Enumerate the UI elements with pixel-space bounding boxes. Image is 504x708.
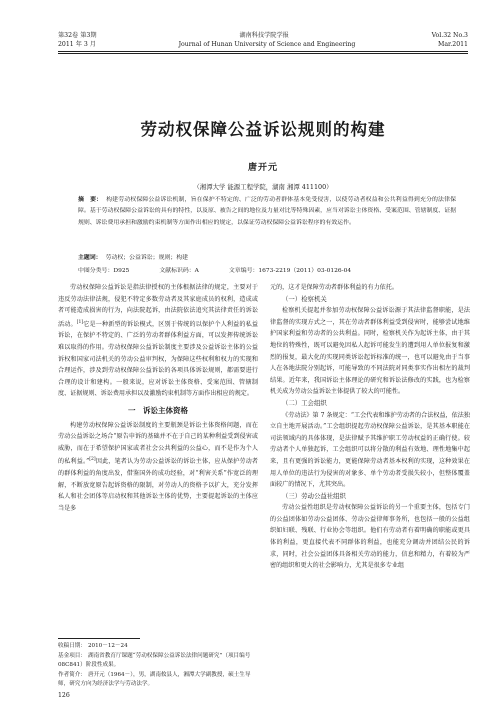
publication-date: 2011 年 3 月	[58, 41, 96, 48]
author-name: 唐开元	[247, 163, 278, 173]
classification-line	[78, 265, 456, 274]
right-column	[270, 282, 470, 572]
footnote-rule	[58, 638, 140, 639]
intro-text-continued: 它是一种新型的诉讼模式，区别于传统的以保护个人利益的私益诉讼，在保护不特定的、广泛的劳动者群体利益方面，可以发挥传统诉讼难以取得的作用。劳动权保障公益诉讼制度主要涉及公益诉讼主体的公益诉权和国家司法机关的劳动公益审判权，为保障这些权利和权力的实现和合理运作，涉及到劳动权保障公益诉讼的各项具体诉讼规则，都需要进行合理的设计和建构。一般来说，应对诉讼主体资格、受案范围、管辖制度、证据规则、诉讼费用承担以及激励约束机制等方面作出相应的规定。	[58, 320, 259, 398]
left-column	[58, 282, 258, 514]
page-number: 126	[58, 692, 70, 699]
section-1-text: 构建劳动权保障公益诉讼制度的主要瓶颈是诉讼主体资格问题，而在劳动公益诉讼之场合“原告申诉的基础并不在于自己的某种利益受到侵害或威胁，而在于希望保护国家或者社会公共利益的公益心，而不是作为个人的私利益。”	[58, 421, 258, 466]
volume-issue-en: Vol.32 No.3	[431, 32, 468, 39]
subheading-public-interest-org: （三）劳动公益社组织	[282, 491, 346, 500]
abstract-text: 构建劳动权保障公益诉讼机制，旨在保护不特定的、广泛的劳动者群体基本免受侵害，以使劳动者权益和公共利益得到充分的法律保障。基于劳动权保障公益诉讼的具有的特性，以及原、被告之间的地位及力量对比等特殊因素，应当对诉讼主体资格、受案范围、管辖制度、证据规则、诉讼费用承担和激励约束机制等方面作出相应的规定，以保证劳动权保障公益诉讼程序的有效运作。	[78, 197, 457, 226]
author-bio: 作者简介： 唐开元（1964－），男，湖南攸县人，湘潭大学副教授，硕士生导师，研究方向为经济法学与劳动法学。	[58, 671, 251, 688]
procuratorate-paragraph: 检察机关提起并参加劳动权保障公益诉讼源于其法律监督职能，是法律监督的实现方式之一，其在劳动者群体利益受到侵害时，能够尝试地维护国家利益和劳动者的公共利益。同时，检察机关作为起诉主体，由于其地位的特殊性，既可以避免因私人起诉可能发生的遭到用人单位报复和激烈的报复，最大化的实现同类诉讼起诉标准的统一，也可以避免由于当事人在各地法院分别起诉，可能导致的不同法院对同类事实作出相左的裁判结果。近年来，我国诉讼主体理论的研究和诉讼法修改的实践，也为检察机关成为劳动公益诉讼主体提供了较大的可能性。	[270, 307, 470, 396]
article-title: 劳动权保障公益诉讼规则的构建	[140, 120, 386, 139]
received-date: 收稿日期： 2010－12－24	[58, 643, 128, 649]
abstract	[78, 195, 456, 229]
section-heading-1: 一 诉讼主体资格	[128, 405, 188, 415]
abstract-label: 摘 要：	[78, 197, 103, 203]
document-code: 文献标识码：A	[159, 268, 199, 274]
section-1-paragraph	[58, 420, 258, 515]
journal-name-en: Journal of Hunan University of Science and Engineering	[178, 41, 356, 48]
subheading-trade-union: （二）工会组织	[282, 398, 327, 407]
intro-paragraph	[58, 282, 258, 400]
clc-number: 中图分类号：D925	[78, 268, 130, 274]
author-affiliation: （湘潭大学 能源工程学院，湖南 湘潭 411100）	[193, 183, 333, 191]
citation-1: [1]	[76, 319, 84, 325]
public-interest-org-paragraph: 劳动公益性组织是劳动权保障公益诉讼的另一个重要主体，包括专门的公益团体如劳动公益团体、劳动公益律师事务所，也包括一般的公益组织如妇联、残联、行业协会等组织。他们有劳动者有着明确的职能或更具体的利益，更直接代表不同群体的利益，也能充分调动并团结公民的诉求，同时，社会公益团体具备相关劳动的能力，信息和精力，有着较为严密的组织和更大的社会影响力，尤其是很多专业组	[270, 504, 470, 570]
header-rule	[58, 51, 468, 52]
intro-text: 劳动权保障公益诉讼是指法律授权的主体根据法律的规定，主要对于违反劳动法律法规，侵犯不特定多数劳动者及其家庭成员的权利，造成或者可能造成损害的行为，向法院起诉，由法院依法追究其法律责任的诉讼活动。	[58, 284, 258, 328]
citation-2: [2]	[89, 457, 96, 463]
keywords	[78, 252, 456, 261]
subheading-procuratorate: （一）检察机关	[282, 294, 327, 303]
keywords-label: 主题词：	[78, 255, 102, 261]
volume-issue: 第32卷 第3期	[58, 32, 97, 39]
article-number: 文章编号：1673-2219（2011）03-0126-04	[228, 268, 352, 274]
publication-date-en: Mar.2011	[437, 41, 468, 48]
continued-paragraph: 元的，这才是保障劳动者群体利益的有力依托。	[270, 284, 398, 291]
journal-header	[58, 31, 468, 49]
header-rule-thin	[58, 53, 468, 54]
journal-name-cn: 湖南科技学院学报	[239, 32, 289, 39]
section-1-text-continued: 因此，笔者认为劳动公益诉讼的诉讼主体，应从保护劳动者的群体利益的角度出发，借鉴国外的成功经验，对“利害关系”作宽泛的理解，不断放宽原告起诉资格的限制，对劳动人的资格予以扩大，充分发挥私人和社会团体等启动权和其他诉讼主体的优势，主要提起诉讼的主体应当是多	[58, 458, 259, 512]
footnote	[58, 642, 258, 690]
fund-info: 基金项目： 湖南省教育厅课题“劳动权保障公益诉讼法律问题研究”（项目编号 08C841）阶段性成果。	[58, 652, 251, 669]
keywords-text: 劳动权；公益诉讼；规则；构建	[105, 255, 189, 261]
trade-union-paragraph: 《劳动法》第 7 条规定：“工会代表和维护劳动者的合法权益，依法独立自主地开展活动。”工会组织提起劳动权保障公益诉讼，是其基本职能在司法领域内的具体体现，是法律赋予其维护职工劳动权益的正确行使。较劳动者个人单独起诉，工会组织可以将分散的利益有效地、理性地集中起来，且有更强的诉讼能力，更能保障劳动者基本权利的实现，这种效果在用人单位的违法行为侵害的对象多、单个劳动者受损失较小，但整体覆盖面较广的情况下，尤其突出。	[270, 411, 470, 489]
